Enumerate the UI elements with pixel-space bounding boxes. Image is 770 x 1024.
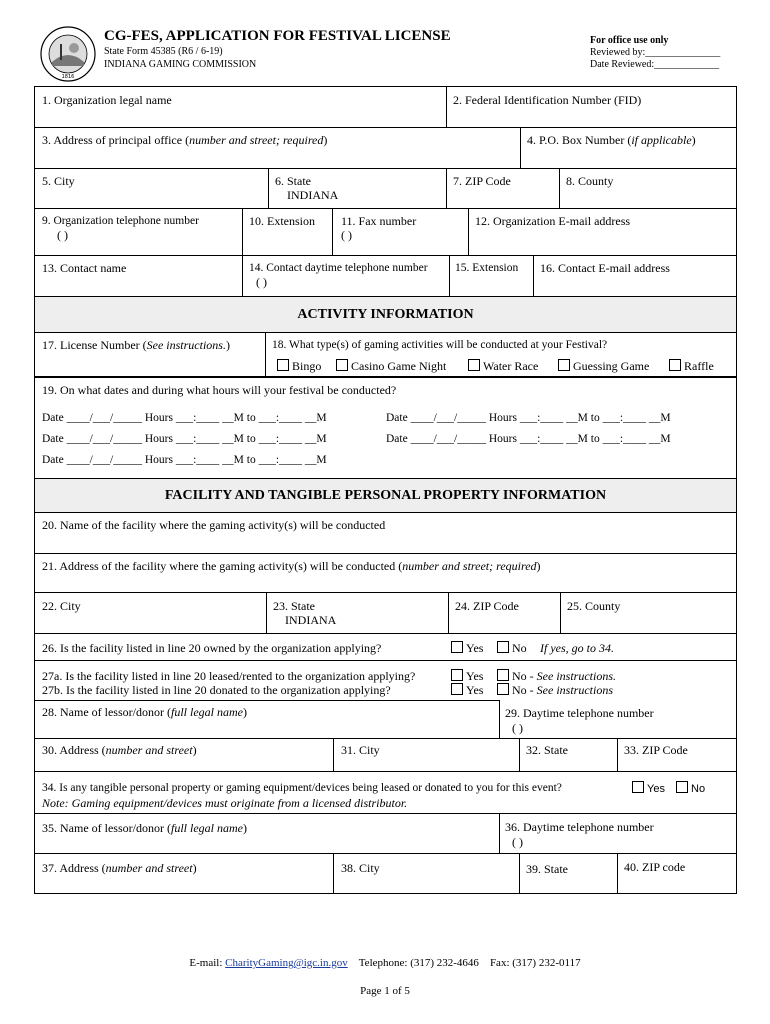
field-7-zip[interactable]: 7. ZIP Code	[453, 174, 511, 188]
no-checkbox[interactable]	[497, 683, 509, 695]
field-27b-question: 27b. Is the facility listed in line 20 donated to the organization applying?	[42, 683, 391, 697]
facility-section-heading: FACILITY AND TANGIBLE PERSONAL PROPERTY INFORMATION	[35, 479, 736, 512]
casino-checkbox[interactable]	[336, 359, 348, 371]
page-number: Page 1 of 5	[360, 985, 410, 997]
activity-section-heading: ACTIVITY INFORMATION	[35, 297, 736, 332]
field-18-question: 18. What type(s) of gaming activities will be conducted at your Festival?	[272, 339, 608, 351]
field-13-contact-name[interactable]: 13. Contact name	[42, 261, 127, 275]
yes-checkbox[interactable]	[451, 669, 463, 681]
field-2-fid[interactable]: 2. Federal Identification Number (FID)	[453, 93, 642, 107]
field-10-extension[interactable]: 10. Extension	[249, 214, 315, 228]
reviewed-by: Reviewed by:_______________	[590, 47, 721, 58]
field-40-zip[interactable]: 40. ZIP code	[624, 860, 686, 874]
water-race-checkbox[interactable]	[468, 359, 480, 371]
field-25-county[interactable]: 25. County	[567, 599, 621, 613]
email-link[interactable]: CharityGaming@igc.in.gov	[225, 957, 348, 969]
yes-checkbox[interactable]	[451, 641, 463, 653]
field-5-city[interactable]: 5. City	[42, 174, 75, 188]
field-16-contact-email[interactable]: 16. Contact E-mail address	[540, 261, 670, 275]
date-line[interactable]: Date ____/___/_____ Hours ___:____ __M to ___:____ __M	[42, 412, 327, 424]
field-27a-yes[interactable]: Yes	[451, 669, 483, 683]
activity-type-casino[interactable]: Casino Game Night	[336, 359, 446, 373]
no-checkbox[interactable]	[497, 641, 509, 653]
field-38-city[interactable]: 38. City	[341, 861, 380, 875]
raffle-checkbox[interactable]	[669, 359, 681, 371]
form-number: State Form 45385 (R6 / 6-19)	[104, 46, 223, 57]
field-29-paren: ( )	[512, 721, 523, 735]
field-23-state-value: INDIANA	[285, 613, 337, 627]
activity-type-bingo[interactable]: Bingo	[277, 359, 321, 373]
field-1-org-name[interactable]: 1. Organization legal name	[42, 93, 172, 107]
field-34-yes[interactable]: Yes	[632, 781, 665, 796]
agency-name: INDIANA GAMING COMMISSION	[104, 59, 257, 70]
svg-text:1816: 1816	[61, 74, 75, 80]
field-22-city[interactable]: 22. City	[42, 599, 81, 613]
field-15-extension[interactable]: 15. Extension	[455, 262, 519, 274]
field-8-county[interactable]: 8. County	[566, 174, 614, 188]
no-checkbox[interactable]	[497, 669, 509, 681]
field-12-org-email[interactable]: 12. Organization E-mail address	[475, 214, 631, 228]
field-35-lessor-name[interactable]: 35. Name of lessor/donor (full legal name)	[42, 821, 247, 835]
field-33-zip[interactable]: 33. ZIP Code	[624, 743, 688, 757]
date-line[interactable]: Date ____/___/_____ Hours ___:____ __M to ___:____ __M	[386, 412, 671, 424]
yes-checkbox[interactable]	[632, 781, 644, 793]
field-36-phone[interactable]: 36. Daytime telephone number	[505, 820, 654, 834]
activity-type-water-race[interactable]: Water Race	[468, 359, 538, 373]
field-6-state-value: INDIANA	[287, 188, 339, 202]
office-use-title: For office use only	[590, 35, 669, 46]
field-4-po-box[interactable]: 4. P.O. Box Number (if applicable)	[527, 133, 696, 147]
field-21-facility-address[interactable]: 21. Address of the facility where the gaming activity(s) will be conducted (number and street; required)	[42, 559, 541, 573]
field-20-facility-name[interactable]: 20. Name of the facility where the gaming activity(s) will be conducted	[42, 518, 386, 532]
field-28-lessor-name[interactable]: 28. Name of lessor/donor (full legal name)	[42, 705, 247, 719]
telephone: Telephone: (317) 232-4646	[358, 957, 479, 969]
field-26-note: If yes, go to 34.	[540, 641, 614, 655]
field-19-question: 19. On what dates and during what hours will your festival be conducted?	[42, 383, 397, 397]
field-27a-no[interactable]: No - See instructions.	[497, 669, 616, 683]
field-24-zip[interactable]: 24. ZIP Code	[455, 599, 519, 613]
field-3-address[interactable]: 3. Address of principal office (number and street; required)	[42, 133, 328, 147]
field-34-question: 34. Is any tangible personal property or gaming equipment/devices being leased or donated to you for this event?	[42, 782, 562, 794]
field-39-state[interactable]: 39. State	[526, 862, 568, 876]
field-31-city[interactable]: 31. City	[341, 743, 380, 757]
activity-type-guessing[interactable]: Guessing Game	[558, 359, 649, 373]
field-32-state[interactable]: 32. State	[526, 743, 568, 757]
field-36-paren: ( )	[512, 835, 523, 849]
date-line[interactable]: Date ____/___/_____ Hours ___:____ __M to ___:____ __M	[42, 454, 327, 466]
field-9-org-phone[interactable]: 9. Organization telephone number	[42, 215, 199, 227]
field-11-fax[interactable]: 11. Fax number	[341, 214, 417, 228]
field-34-no[interactable]: No	[676, 781, 705, 796]
contact-footer: E-mail: CharityGaming@igc.in.gov Telephone: (317) 232-4646 Fax: (317) 232-0117	[189, 957, 581, 969]
date-line[interactable]: Date ____/___/_____ Hours ___:____ __M to ___:____ __M	[42, 433, 327, 445]
field-26-no[interactable]: No	[497, 641, 527, 655]
field-27b-yes[interactable]: Yes	[451, 683, 483, 697]
field-34-note: Note: Gaming equipment/devices must originate from a licensed distributor.	[42, 796, 408, 810]
application-form	[34, 86, 737, 894]
guessing-checkbox[interactable]	[558, 359, 570, 371]
no-checkbox[interactable]	[676, 781, 688, 793]
date-reviewed: Date Reviewed:_____________	[590, 59, 720, 70]
date-line[interactable]: Date ____/___/_____ Hours ___:____ __M to ___:____ __M	[386, 433, 671, 445]
field-14-contact-phone[interactable]: 14. Contact daytime telephone number	[249, 262, 428, 274]
field-27a-question: 27a. Is the facility listed in line 20 leased/rented to the organization applying?	[42, 669, 416, 683]
activity-type-raffle[interactable]: Raffle	[669, 359, 714, 373]
field-23-state: 23. State	[273, 599, 315, 613]
field-6-state: 6. State	[275, 174, 311, 188]
field-27b-no[interactable]: No - See instructions	[497, 683, 613, 697]
form-title: CG-FES, APPLICATION FOR FESTIVAL LICENSE	[104, 28, 451, 44]
state-seal-icon	[40, 26, 96, 82]
field-37-address[interactable]: 37. Address (number and street)	[42, 861, 197, 875]
bingo-checkbox[interactable]	[277, 359, 289, 371]
yes-checkbox[interactable]	[451, 683, 463, 695]
field-30-address[interactable]: 30. Address (number and street)	[42, 743, 197, 757]
field-14-paren: ( )	[256, 275, 267, 289]
field-11-paren: ( )	[341, 228, 352, 242]
field-9-paren: ( )	[57, 228, 68, 242]
field-17-license-number[interactable]: 17. License Number (See instructions.)	[42, 338, 230, 352]
field-26-yes[interactable]: Yes	[451, 641, 483, 655]
field-29-phone[interactable]: 29. Daytime telephone number	[505, 706, 654, 720]
field-26-question: 26. Is the facility listed in line 20 owned by the organization applying?	[42, 641, 382, 655]
fax: Fax: (317) 232-0117	[489, 957, 581, 969]
